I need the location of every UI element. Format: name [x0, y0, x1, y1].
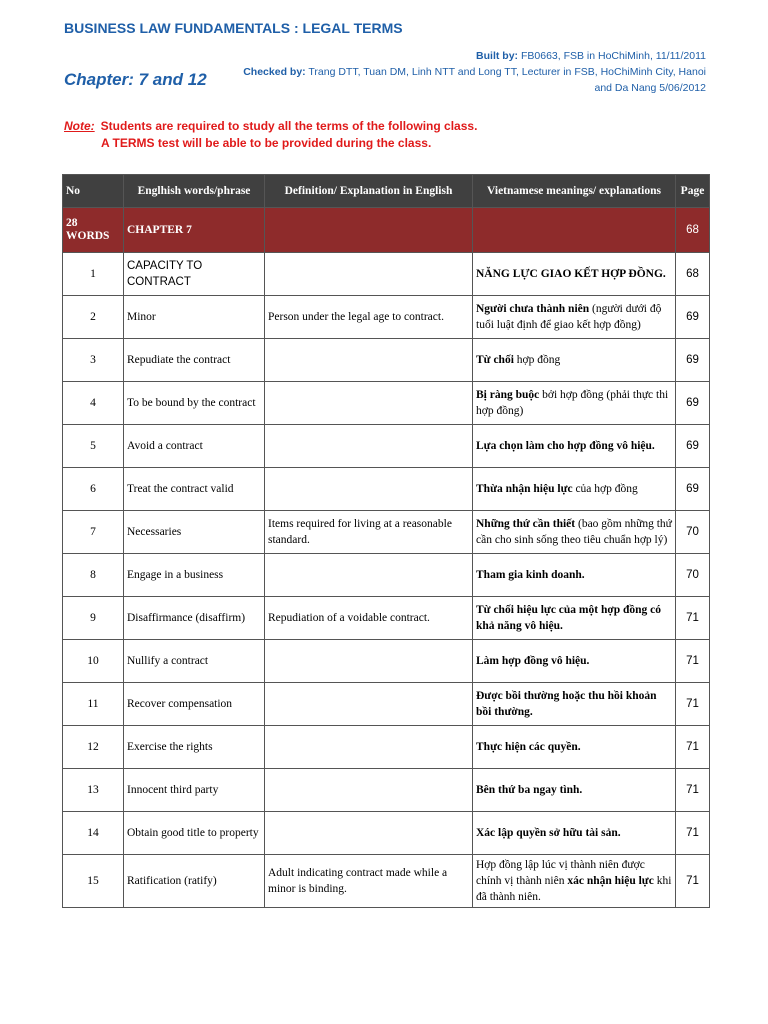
- chapter-vietnamese-cell: [473, 208, 676, 253]
- term-definition: Adult indicating contract made while a minor is binding.: [265, 855, 473, 908]
- term-number: 7: [63, 511, 124, 554]
- term-page: 71: [676, 726, 710, 769]
- term-definition: [265, 253, 473, 296]
- term-number: 2: [63, 296, 124, 339]
- header-english: Englhish words/phrase: [124, 175, 265, 208]
- table-row: [63, 554, 710, 597]
- term-english: Recover compensation: [124, 683, 265, 726]
- term-vietnamese: [473, 296, 676, 339]
- vietnamese-explanation: khi đã thành niên.: [476, 875, 672, 903]
- term-vietnamese: [473, 425, 676, 468]
- term-vietnamese: [473, 812, 676, 855]
- built-by-line: [236, 48, 706, 64]
- header-vietnamese: Vietnamese meanings/ explanations: [473, 175, 676, 208]
- table-row: [63, 339, 710, 382]
- term-vietnamese: [473, 339, 676, 382]
- header-page: Page: [676, 175, 710, 208]
- term-vietnamese: [473, 253, 676, 296]
- term-english: Treat the contract valid: [124, 468, 265, 511]
- term-definition: [265, 425, 473, 468]
- term-page: 69: [676, 382, 710, 425]
- table-row: [63, 640, 710, 683]
- table-row: [63, 296, 710, 339]
- checked-by-line: [236, 64, 706, 96]
- document-title: BUSINESS LAW FUNDAMENTALS : LEGAL TERMS: [64, 20, 403, 36]
- vietnamese-term: Bên thứ ba ngay tình.: [476, 784, 583, 796]
- term-vietnamese: [473, 726, 676, 769]
- term-english: Innocent third party: [124, 769, 265, 812]
- vietnamese-term: Từ chối: [476, 354, 514, 366]
- term-number: 1: [63, 253, 124, 296]
- vietnamese-term: Làm hợp đồng vô hiệu.: [476, 655, 590, 667]
- chapter-label: CHAPTER 7: [124, 208, 265, 253]
- note-line-1: Students are required to study all the terms of the following class.: [100, 119, 478, 133]
- term-vietnamese: [473, 640, 676, 683]
- term-number: 10: [63, 640, 124, 683]
- vietnamese-term: NĂNG LỰC GIAO KẾT HỢP ĐỒNG.: [476, 268, 666, 280]
- table-row: [63, 726, 710, 769]
- credits: [236, 48, 706, 96]
- term-number: 6: [63, 468, 124, 511]
- term-english: Necessaries: [124, 511, 265, 554]
- term-english: Exercise the rights: [124, 726, 265, 769]
- term-definition: [265, 726, 473, 769]
- term-definition: Repudiation of a voidable contract.: [265, 597, 473, 640]
- term-number: 11: [63, 683, 124, 726]
- term-definition: [265, 339, 473, 382]
- term-vietnamese: [473, 554, 676, 597]
- note-line-2: A TERMS test will be able to be provided during the class.: [101, 136, 432, 150]
- checked-by-value: Trang DTT, Tuan DM, Linh NTT and Long TT, Lecturer in FSB, HoChiMinh City, Hanoi and Da Nang 5/06/2012: [308, 66, 706, 94]
- table-row: [63, 597, 710, 640]
- vietnamese-explanation: hợp đồng: [513, 354, 561, 366]
- term-definition: [265, 812, 473, 855]
- term-number: 8: [63, 554, 124, 597]
- term-page: 68: [676, 253, 710, 296]
- term-page: 70: [676, 554, 710, 597]
- term-page: 70: [676, 511, 710, 554]
- vietnamese-explanation: (bao gồm những thứ cần cho sinh sống theo tiêu chuẩn hợp lý): [476, 518, 672, 546]
- term-english: Nullify a contract: [124, 640, 265, 683]
- term-definition: Person under the legal age to contract.: [265, 296, 473, 339]
- table-row: [63, 468, 710, 511]
- checked-by-label: Checked by:: [243, 66, 306, 78]
- term-english: Engage in a business: [124, 554, 265, 597]
- table-row: [63, 382, 710, 425]
- vietnamese-explanation: (người dưới độ tuổi luật định để giao kết hợp đồng): [476, 303, 662, 331]
- vietnamese-term: Tham gia kinh doanh.: [476, 569, 585, 581]
- term-english: Minor: [124, 296, 265, 339]
- term-english: To be bound by the contract: [124, 382, 265, 425]
- term-definition: [265, 640, 473, 683]
- term-page: 69: [676, 468, 710, 511]
- chapter-definition-cell: [265, 208, 473, 253]
- term-english: Disaffirmance (disaffirm): [124, 597, 265, 640]
- term-vietnamese: [473, 683, 676, 726]
- term-number: 15: [63, 855, 124, 908]
- table-row: [63, 425, 710, 468]
- table-row: [63, 253, 710, 296]
- table-row: [63, 812, 710, 855]
- vietnamese-term: Bị ràng buộc: [476, 389, 540, 401]
- vietnamese-explanation: của hợp đồng: [572, 483, 638, 495]
- vietnamese-term: Từ chối hiệu lực của một hợp đồng có khả năng vô hiệu.: [476, 604, 662, 632]
- term-number: 5: [63, 425, 124, 468]
- term-english: Ratification (ratify): [124, 855, 265, 908]
- term-vietnamese: [473, 769, 676, 812]
- vietnamese-prefix: Hợp đồng lập lúc vị thành niên được chính vị thành niên: [476, 859, 645, 887]
- term-page: 69: [676, 425, 710, 468]
- note-label: Note:: [64, 119, 95, 133]
- term-number: 4: [63, 382, 124, 425]
- term-page: 71: [676, 769, 710, 812]
- table-header-row: [63, 175, 710, 208]
- vietnamese-term: Thừa nhận hiệu lực: [476, 483, 573, 495]
- vietnamese-term: Được bồi thường hoặc thu hồi khoản bồi thường.: [476, 690, 657, 718]
- chapter-page: 68: [676, 208, 710, 253]
- vietnamese-term: Lựa chọn làm cho hợp đồng vô hiệu.: [476, 440, 655, 452]
- term-english: Avoid a contract: [124, 425, 265, 468]
- table-row: [63, 769, 710, 812]
- vietnamese-term: Những thứ cần thiết: [476, 518, 576, 530]
- term-english: CAPACITY TO CONTRACT: [124, 253, 265, 296]
- term-page: 69: [676, 339, 710, 382]
- vietnamese-explanation: bởi hợp đồng (phải thực thi hợp đồng): [476, 389, 669, 417]
- term-definition: [265, 683, 473, 726]
- term-definition: [265, 554, 473, 597]
- term-page: 71: [676, 855, 710, 908]
- built-by-value: FB0663, FSB in HoChiMinh, 11/11/2011: [520, 50, 706, 62]
- term-number: 14: [63, 812, 124, 855]
- chapter-row: [63, 208, 710, 253]
- term-number: 9: [63, 597, 124, 640]
- vietnamese-term: xác nhận hiệu lực: [567, 875, 654, 887]
- terms-table: [62, 174, 710, 908]
- vietnamese-term: Xác lập quyền sở hữu tài sản.: [476, 827, 621, 839]
- vietnamese-term: Người chưa thành niên: [476, 303, 590, 315]
- term-vietnamese: [473, 511, 676, 554]
- term-english: Obtain good title to property: [124, 812, 265, 855]
- term-definition: Items required for living at a reasonable standard.: [265, 511, 473, 554]
- table-row: [63, 511, 710, 554]
- term-definition: [265, 769, 473, 812]
- term-page: 69: [676, 296, 710, 339]
- term-vietnamese: [473, 855, 676, 908]
- term-vietnamese: [473, 468, 676, 511]
- term-number: 13: [63, 769, 124, 812]
- term-vietnamese: [473, 597, 676, 640]
- term-definition: [265, 468, 473, 511]
- table-row: [63, 683, 710, 726]
- table-row: [63, 855, 710, 908]
- term-vietnamese: [473, 382, 676, 425]
- chapter-heading: Chapter: 7 and 12: [64, 70, 207, 89]
- note-block: [64, 118, 477, 152]
- built-by-label: Built by:: [476, 50, 519, 62]
- vietnamese-term: Thực hiện các quyền.: [476, 741, 581, 753]
- term-page: 71: [676, 597, 710, 640]
- term-definition: [265, 382, 473, 425]
- term-page: 71: [676, 640, 710, 683]
- term-english: Repudiate the contract: [124, 339, 265, 382]
- header-no: No: [63, 175, 124, 208]
- term-page: 71: [676, 812, 710, 855]
- term-page: 71: [676, 683, 710, 726]
- term-number: 12: [63, 726, 124, 769]
- chapter-word-count: 28 WORDS: [63, 208, 124, 253]
- term-number: 3: [63, 339, 124, 382]
- header-definition: Definition/ Explanation in English: [265, 175, 473, 208]
